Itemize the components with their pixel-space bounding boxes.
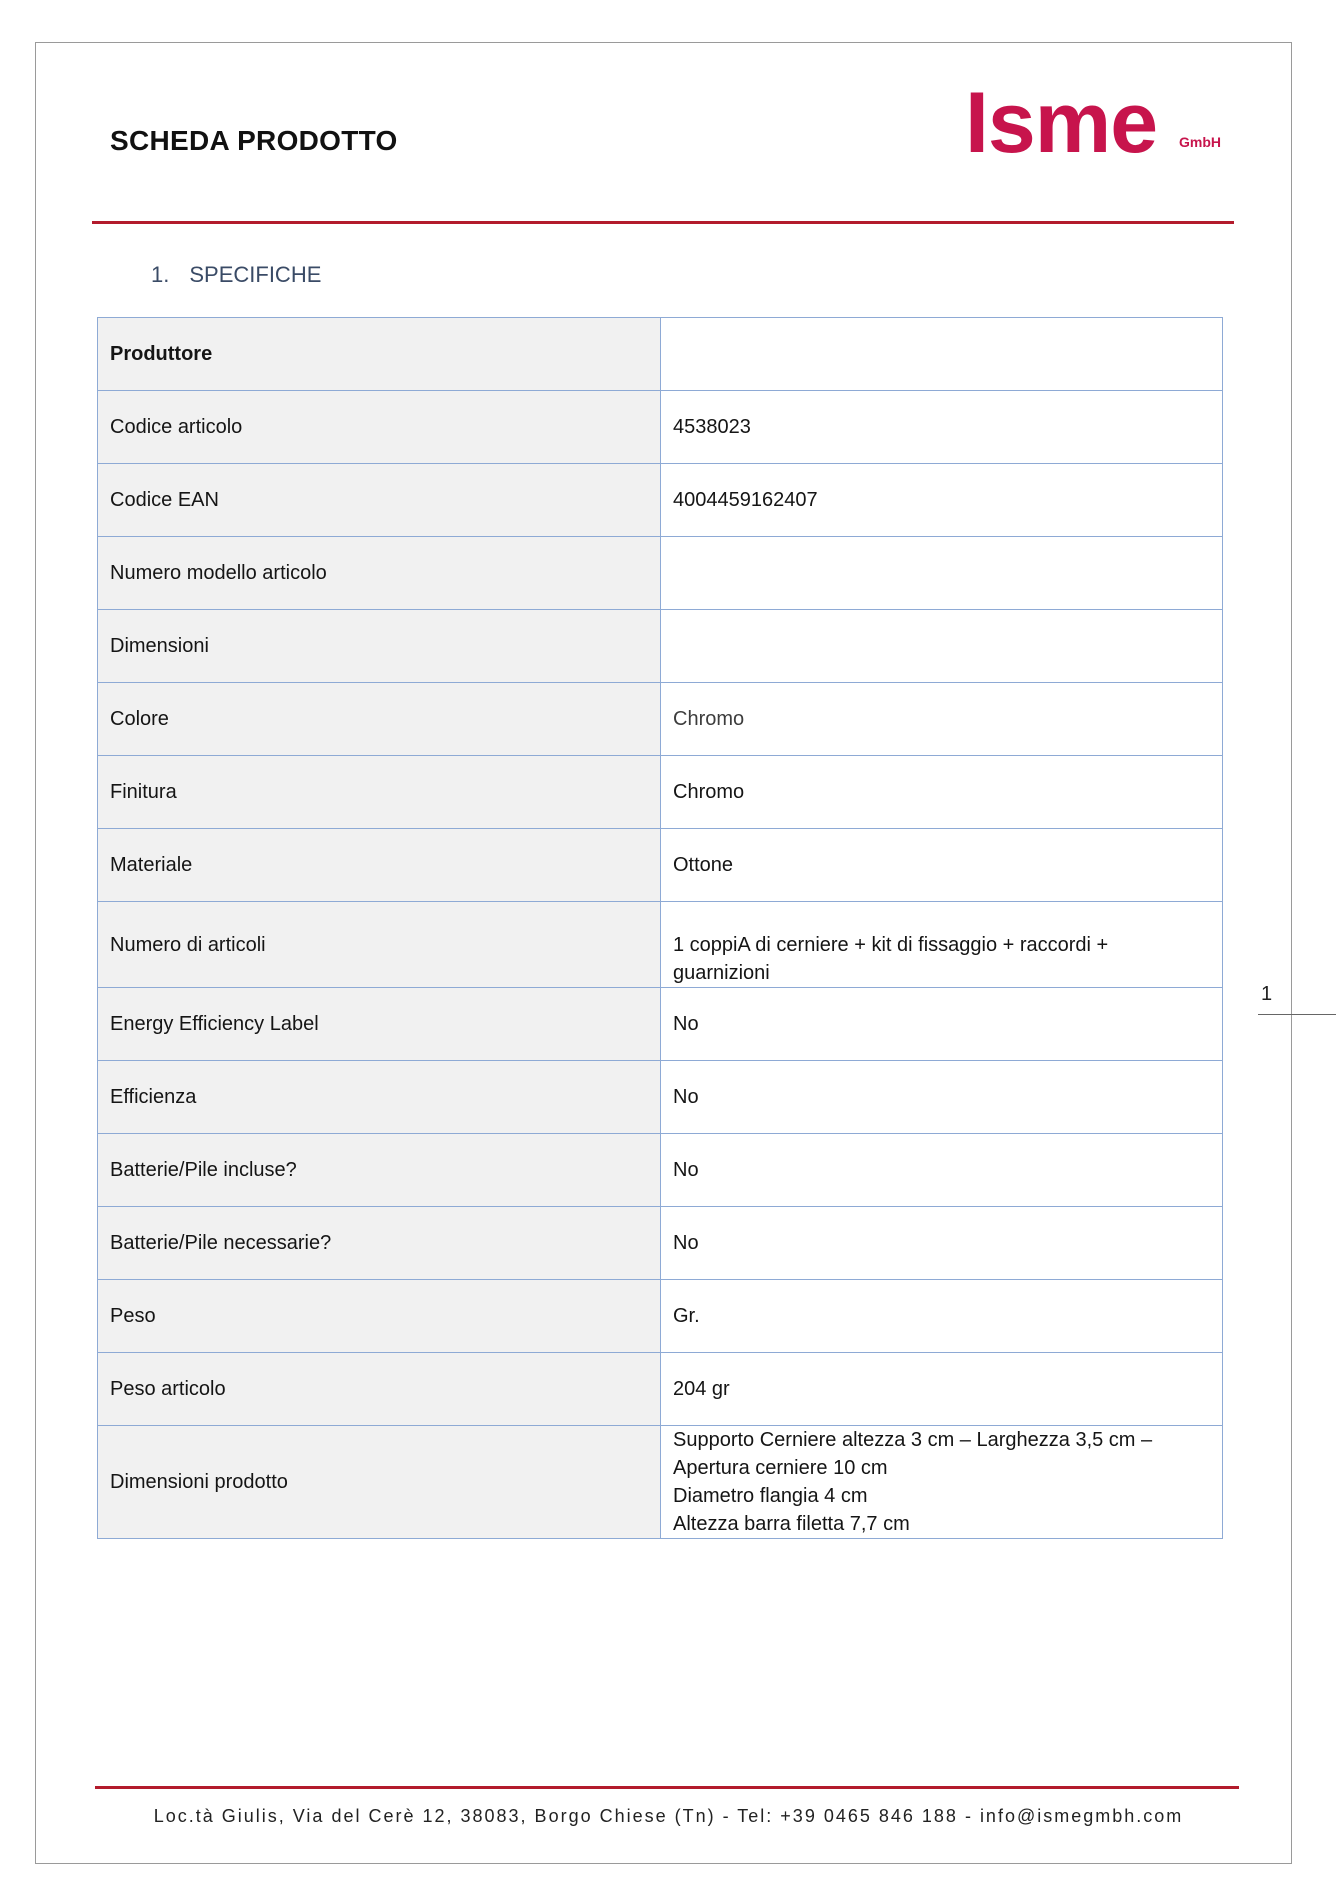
section-heading [151, 262, 321, 288]
spec-label: Materiale [98, 829, 661, 902]
spec-value [661, 318, 1223, 391]
spec-label: Finitura [98, 756, 661, 829]
spec-value: No [661, 1134, 1223, 1207]
spec-value: No [661, 1207, 1223, 1280]
table-row [98, 988, 1223, 1061]
spec-value-line: Supporto Cerniere altezza 3 cm – Larghezza 3,5 cm – [673, 1429, 1153, 1451]
spec-label: Numero modello articolo [98, 537, 661, 610]
spec-value [661, 537, 1223, 610]
spec-value-line: Altezza barra filetta 7,7 cm [673, 1513, 910, 1535]
document-title: SCHEDA PRODOTTO [110, 125, 398, 156]
spec-value: No [661, 988, 1223, 1061]
specifications-table [97, 317, 1223, 1539]
spec-label: Peso articolo [98, 1353, 661, 1426]
spec-value-line: Diametro flangia 4 cm [673, 1485, 868, 1507]
spec-value: Ottone [661, 829, 1223, 902]
table-row [98, 902, 1223, 988]
spec-value-line: Apertura cerniere 10 cm [673, 1457, 888, 1479]
spec-label: Numero di articoli [98, 902, 661, 988]
spec-label: Batterie/Pile incluse? [98, 1134, 661, 1207]
footer-divider [95, 1786, 1239, 1789]
spec-value [661, 610, 1223, 683]
spec-label: Dimensioni prodotto [98, 1426, 661, 1539]
table-row [98, 464, 1223, 537]
footer-contact: Loc.tà Giulis, Via del Cerè 12, 38083, Borgo Chiese (Tn) - Tel: +39 0465 846 188 - info@ismegmbh.com [153, 1806, 1184, 1826]
section-number: 1. [151, 262, 170, 287]
spec-label: Dimensioni [98, 610, 661, 683]
spec-value: 4538023 [661, 391, 1223, 464]
table-row [98, 1426, 1223, 1539]
spec-label: Efficienza [98, 1061, 661, 1134]
table-row [98, 1134, 1223, 1207]
company-logo [965, 75, 1222, 171]
table-row [98, 610, 1223, 683]
page-number: 1 [1261, 983, 1273, 1005]
table-row [98, 683, 1223, 756]
header-divider [92, 221, 1234, 224]
logo-suffix: GmbH [1179, 134, 1222, 150]
spec-label: Codice articolo [98, 391, 661, 464]
spec-value: No [661, 1061, 1223, 1134]
spec-value: 4004459162407 [661, 464, 1223, 537]
page-number-rule [1258, 1014, 1336, 1015]
spec-value: 204 gr [661, 1353, 1223, 1426]
spec-label: Codice EAN [98, 464, 661, 537]
table-row [98, 829, 1223, 902]
table-row [98, 756, 1223, 829]
section-title: SPECIFICHE [189, 262, 322, 287]
table-row [98, 1353, 1223, 1426]
spec-value: Gr. [661, 1280, 1223, 1353]
table-row [98, 1207, 1223, 1280]
spec-label: Colore [98, 683, 661, 756]
table-row [98, 318, 1223, 391]
table-row [98, 1280, 1223, 1353]
spec-value: 1 coppiA di cerniere + kit di fissaggio + raccordi + guarnizioni [661, 902, 1223, 988]
spec-label: Batterie/Pile necessarie? [98, 1207, 661, 1280]
logo-wordmark: Isme [965, 75, 1158, 171]
table-row [98, 537, 1223, 610]
table-row [98, 391, 1223, 464]
spec-label: Peso [98, 1280, 661, 1353]
spec-label: Produttore [98, 318, 661, 391]
spec-value-multiline [661, 1426, 1223, 1539]
table-row [98, 1061, 1223, 1134]
spec-value: Chromo [661, 683, 1223, 756]
spec-label: Energy Efficiency Label [98, 988, 661, 1061]
spec-value: Chromo [661, 756, 1223, 829]
